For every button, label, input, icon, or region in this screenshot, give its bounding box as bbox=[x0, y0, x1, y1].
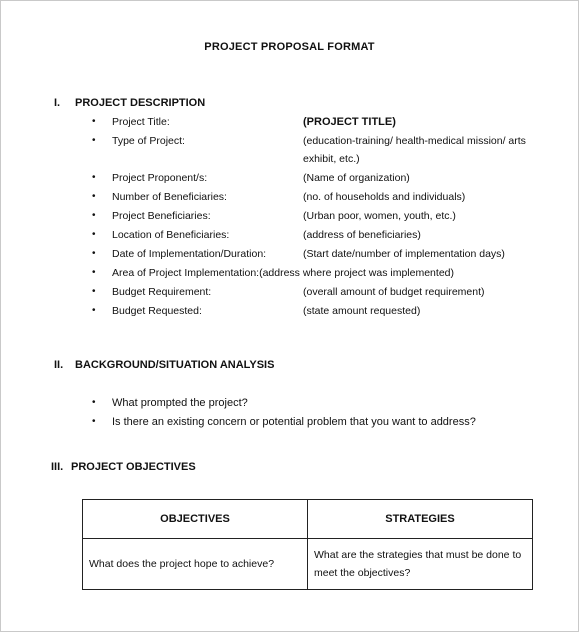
section-2-numeral: II. bbox=[54, 359, 64, 371]
section-1-heading bbox=[54, 97, 205, 109]
list-item bbox=[0, 135, 579, 153]
field-label: Project Beneficiaries: bbox=[112, 210, 211, 222]
list-item bbox=[0, 191, 579, 209]
bullet-icon: • bbox=[92, 210, 96, 221]
field-label: Location of Beneficiaries: bbox=[112, 229, 230, 241]
field-value-continued: exhibit, etc.) bbox=[303, 153, 360, 165]
section-2-title: BACKGROUND/SITUATION ANALYSIS bbox=[75, 359, 275, 371]
field-label: Type of Project: bbox=[112, 135, 185, 147]
field-value: (state amount requested) bbox=[303, 305, 421, 317]
strategies-header: STRATEGIES bbox=[308, 500, 533, 539]
bullet-icon: • bbox=[92, 267, 96, 278]
list-item bbox=[0, 286, 579, 304]
objectives-header: OBJECTIVES bbox=[83, 500, 308, 539]
list-item bbox=[0, 305, 579, 323]
field-value: (Name of organization) bbox=[303, 172, 410, 184]
table-row bbox=[83, 539, 533, 590]
field-label: Budget Requirement: bbox=[112, 286, 212, 298]
list-item bbox=[0, 397, 579, 415]
bullet-icon: • bbox=[92, 416, 96, 427]
list-item-continuation bbox=[0, 153, 579, 171]
bullet-icon: • bbox=[92, 172, 96, 183]
bullet-icon: • bbox=[92, 135, 96, 146]
list-item bbox=[0, 416, 579, 434]
bullet-icon: • bbox=[92, 286, 96, 297]
field-label: Project Title: bbox=[112, 116, 170, 128]
field-label: Project Proponent/s: bbox=[112, 172, 208, 184]
document-title: PROJECT PROPOSAL FORMAT bbox=[204, 41, 375, 53]
field-value: (Start date/number of implementation days) bbox=[303, 248, 505, 260]
section-1-title: PROJECT DESCRIPTION bbox=[75, 97, 206, 109]
question-text: Is there an existing concern or potential problem that you want to address? bbox=[112, 416, 476, 428]
field-value: (Urban poor, women, youth, etc.) bbox=[303, 210, 456, 222]
bullet-icon: • bbox=[92, 305, 96, 316]
field-value: (address of beneficiaries) bbox=[303, 229, 421, 241]
bullet-icon: • bbox=[92, 116, 96, 127]
bullet-icon: • bbox=[92, 229, 96, 240]
bullet-icon: • bbox=[92, 397, 96, 408]
field-value: (education-training/ health-medical mission/ arts bbox=[303, 135, 526, 147]
list-item bbox=[0, 267, 579, 285]
question-text: What prompted the project? bbox=[112, 397, 248, 409]
field-value: (PROJECT TITLE) bbox=[303, 116, 396, 128]
section-3-title: PROJECT OBJECTIVES bbox=[71, 461, 196, 473]
section-2-heading bbox=[54, 359, 274, 371]
bullet-icon: • bbox=[92, 191, 96, 202]
list-item bbox=[0, 172, 579, 190]
field-label: Number of Beneficiaries: bbox=[112, 191, 227, 203]
section-3-heading bbox=[51, 461, 196, 473]
field-label: Budget Requested: bbox=[112, 305, 202, 317]
field-label: Area of Project Implementation:(address where project was implemented) bbox=[112, 267, 454, 279]
list-item bbox=[0, 210, 579, 228]
field-value: (overall amount of budget requirement) bbox=[303, 286, 485, 298]
strategies-cell: What are the strategies that must be done to meet the objectives? bbox=[308, 539, 533, 590]
bullet-icon: • bbox=[92, 248, 96, 259]
objectives-table bbox=[82, 499, 533, 590]
section-3-numeral: III. bbox=[51, 461, 64, 473]
field-value: (no. of households and individuals) bbox=[303, 191, 466, 203]
objectives-cell: What does the project hope to achieve? bbox=[83, 539, 308, 590]
section-1-numeral: I. bbox=[54, 97, 61, 109]
list-item bbox=[0, 229, 579, 247]
field-label: Date of Implementation/Duration: bbox=[112, 248, 267, 260]
table-header-row bbox=[83, 500, 533, 539]
list-item bbox=[0, 248, 579, 266]
list-item bbox=[0, 116, 579, 134]
